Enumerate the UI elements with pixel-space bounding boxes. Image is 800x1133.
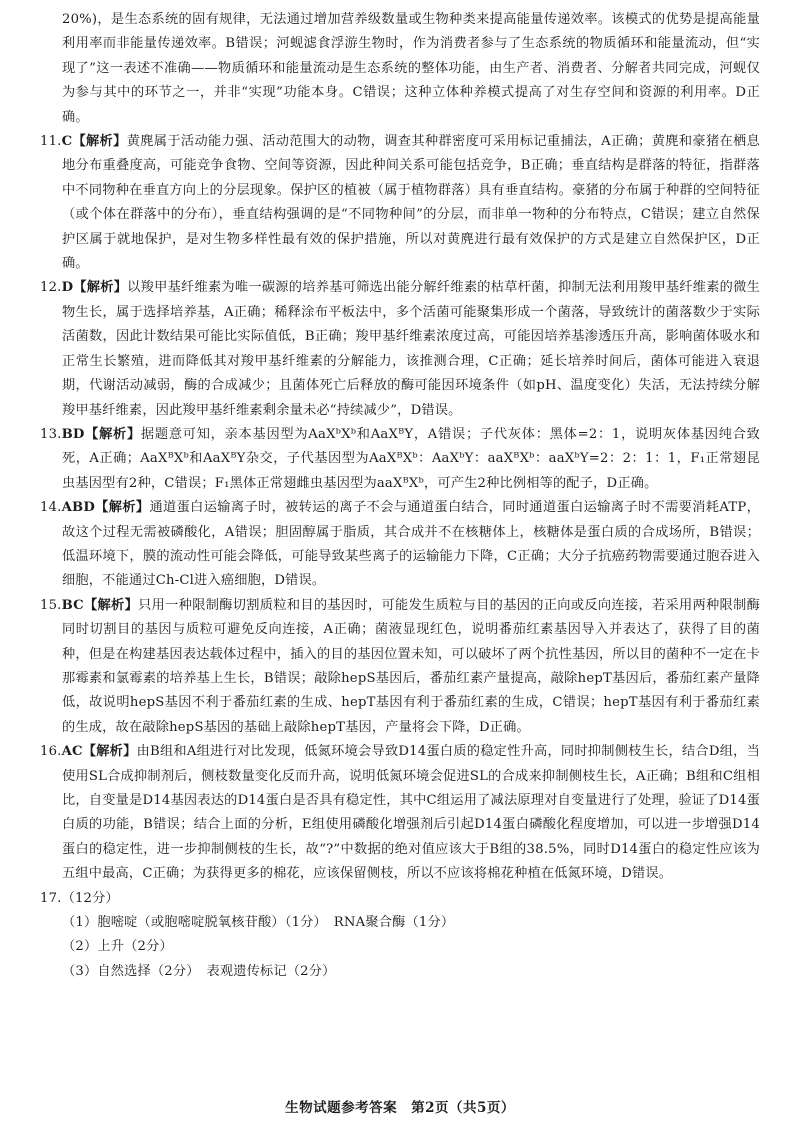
question-answer: C [61,134,73,150]
question-11 [40,130,760,276]
analysis-tag: 【解析】 [84,426,141,442]
question-number: 12. [40,280,62,296]
page-footer: 生物试题参考答案 第2页（共5页） [285,1100,515,1116]
analysis-tag: 【解析】 [82,744,137,760]
question-explanation: 只用一种限制酶切割质粒和目的基因时，可能发生质粒与目的基因的正向或反向连接，若采用两种限制酶同时切割目的基因与质粒可避免反向连接，A正确；菌液显现红色，说明番茄红素基因导入并表达了，获得了目的菌种，但是在构建基因表达载体过程中，插入的目的基因位置未知，可以破坏了两个抗性基因，所以目的菌种不一定在卡那霉素和氯霉素的培养基上生长，B错误；敲除hepS基因后，番茄红素产量提高，敲除hepT基因后，番茄红素产量降低，故说明hepS基因不利于番茄红素的生成、hepT基因有利于番茄红素的生成，C错误；hepT基因有利于番茄红素的生成，故在敲除hepS基因的基础上敲除hepT基因，产量将会下降，D正确。 [62,597,760,735]
question-17 [40,887,760,985]
question-answer: AC [61,744,83,760]
question-explanation: 以羧甲基纤维素为唯一碳源的培养基可筛选出能分解纤维素的枯草杆菌，抑制无法利用羧甲基纤维素的微生物生长，属于选择培养基，A正确；稀释涂布平板法中，多个活菌可能聚集形成一个菌落，导致统计的菌落数少于实际活菌数，因此计数结果可能比实际值低，B正确；羧甲基纤维素浓度过高，可能因培养基渗透压升高，影响菌体吸水和正常生长繁殖，进而降低其对羧甲基纤维素的分解能力，该推测合理，C正确；延长培养时间后，菌体可能进入衰退期，代谢活动减弱，酶的合成减少；且菌体死亡后释放的酶可能因环境条件（如pH、温度变化）失活，无法持续分解羧甲基纤维素，因此羧甲基纤维素剩余量未必“持续减少”，D错误。 [62,280,760,418]
question-17-part-1: （1）胞嘧啶（或胞嘧啶脱氧核苷酸）（1分） RNA聚合酶（1分） [62,915,455,931]
question-number: 11. [40,134,62,150]
question-answer: D [61,280,74,296]
question-17-part-2: （2）上升（2分） [62,939,173,955]
question-answer: ABD [61,500,95,516]
question-explanation: 据题意可知，亲本基因型为AaXᵇXᵇ和AaXᴮY，A错误；子代灰体：黑体=2：1，说明灰体基因纯合致死，A正确；AaXᴮXᵇ和AaXᴮY杂交，子代基因型为AaXᴮXᵇ：AaXᵇY：aaXᴮXᵇ：aaXᵇY=2：2：1：1，F₁正常翅昆虫基因型有2种，C错误；F₁黑体正常翅雌虫基因型为aaXᴮXᵇ，可产生2种比例相等的配子，D正确。 [62,426,760,491]
analysis-tag: 【解析】 [95,500,150,516]
question-14 [40,496,760,594]
question-15 [40,594,760,740]
question-17-part-3: （3）自然选择（2分） 表观遗传标记（2分） [62,963,336,979]
question-answer: BD [61,426,85,442]
question-explanation: 通道蛋白运输离子时，被转运的离子不会与通道蛋白结合，同时通道蛋白运输离子时不需要消耗ATP，故这个过程无需被磷酸化，A错误；胆固醇属于脂质，其合成并不在核糖体上，核糖体是蛋白质的合成场所，B错误；低温环境下，膜的流动性可能会降低，可能导致某些离子的运输能力下降，C正确；大分子抗癌药物需要通过胞吞进入细胞，不能通过Ch-Cl进入癌细胞，D错误。 [62,500,760,589]
question-explanation: 由B组和A组进行对比发现，低氮环境会导致D14蛋白质的稳定性升高，同时抑制侧枝生长，结合D组，当使用SL合成抑制剂后，侧枝数量变化反而升高，说明低氮环境会促进SL的合成来抑制侧枝生长，A正确；B组和C组相比，自变量是D14基因表达的D14蛋白是否具有稳定性，其中C组运用了减法原理对自变量进行了处理，验证了D14蛋白质的功能，B错误；结合上面的分析，E组使用磷酸化增强剂后引起D14蛋白磷酸化程度增加，可以进一步增强D14蛋白的稳定性，进一步抑制侧枝的生长，故“?”中数据的绝对值应该大于B组的38.5%，同时D14蛋白的稳定性应该为五组中最高，C正确；为获得更多的棉花，应该保留侧枝，所以不应该将棉花种植在低氮环境，D错误。 [62,744,760,882]
question-16 [40,740,760,886]
question-list [40,130,760,887]
question-17-header: 17.（12分） [40,890,119,906]
question-number: 16. [40,744,62,760]
question-12 [40,276,760,422]
question-number: 14. [40,500,62,516]
analysis-tag: 【解析】 [72,134,127,150]
continued-paragraph: 20%)，是生态系统的固有规律，无法通过增加营养级数量或生物种类来提高能量传递效率。该模式的优势是提高能量利用率而非能量传递效率。B错误；河蚬滤食浮游生物时，作为消费者参与了生态系统的物质循环和能量流动，但“实现了”这一表述不准确——物质循环和能量流动是生态系统的整体功能，由生产者、消费者、分解者共同完成，河蚬仅为参与其中的环节之一，并非“实现”功能本身。C错误；这种立体种养模式提高了对生存空间和资源的利用率。D正确。 [62,12,760,125]
question-explanation: 黄麂属于活动能力强、活动范围大的动物，调查其种群密度可采用标记重捕法，A正确；黄麂和豪猪在栖息地分布重叠度高，可能竞争食物、空间等资源，因此种间关系可能包括竞争，B正确；垂直结构是群落的特征，指群落中不同物种在垂直方向上的分层现象。保护区的植被（属于植物群落）具有垂直结构。豪猪的分布属于种群的空间特征（或个体在群落中的分布），垂直结构强调的是“不同物种间”的分层，而非单一物种的分布特点，C错误；建立自然保护区属于就地保护，是对生物多样性最有效的保护措施，所以对黄麂进行最有效保护的方式是建立自然保护区，D正确。 [62,134,760,272]
analysis-tag: 【解析】 [73,280,128,296]
question-number: 13. [40,426,62,442]
question-answer: BC [61,597,84,613]
question-13 [40,423,760,496]
analysis-tag: 【解析】 [83,597,139,613]
question-number: 15. [40,597,62,613]
